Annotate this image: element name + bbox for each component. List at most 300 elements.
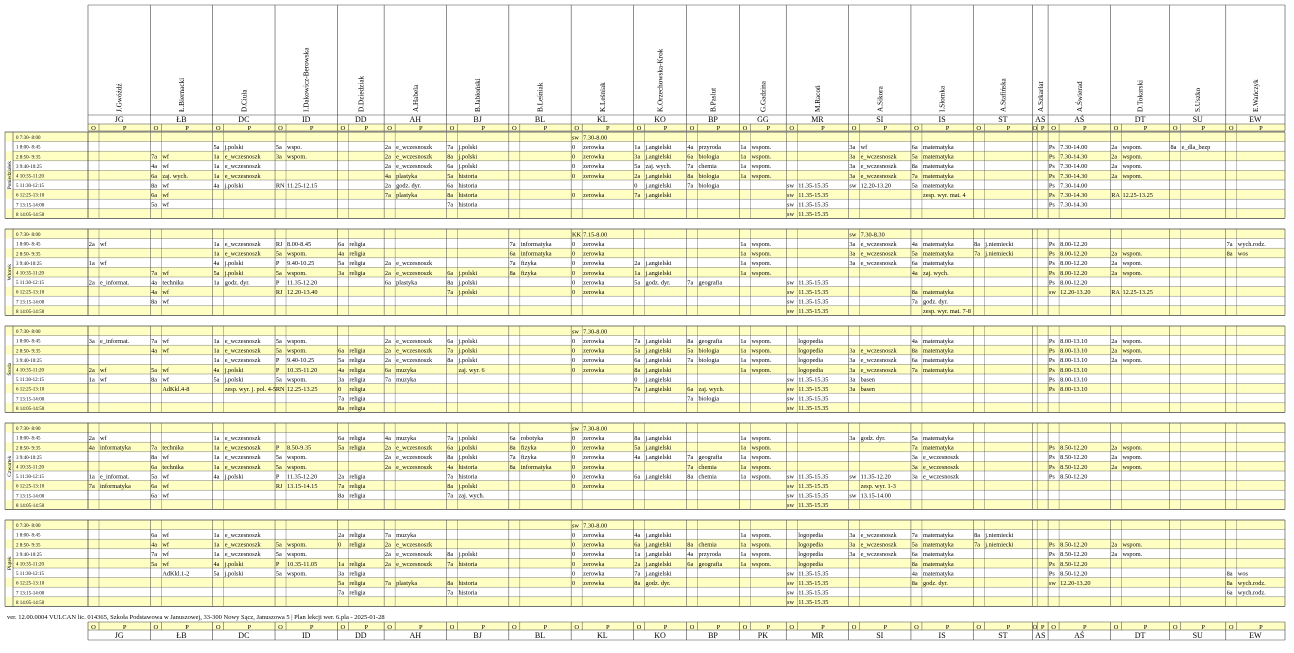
teacher-code: KO: [654, 115, 666, 125]
cell-subject: zerowka: [583, 153, 605, 161]
cell-subject: 11.35-15.35: [798, 298, 829, 306]
cell-class: 8a: [687, 338, 694, 345]
cell-class: RJ: [275, 289, 283, 296]
cell-class: 8a: [447, 483, 454, 490]
cell-subject: e_wczesnoszk: [224, 338, 261, 345]
teacher-code: ID: [301, 115, 311, 125]
cell-class: 6a: [509, 250, 516, 258]
teacher-code: KL: [597, 115, 608, 125]
cell-class: 2a: [1111, 163, 1118, 171]
cell-class: 8a: [1170, 144, 1177, 151]
cell-class: 7a: [911, 366, 918, 374]
cell-subject: wspom.: [751, 172, 772, 180]
cell-class: 6a: [338, 347, 345, 355]
cell-subject: 8.00-13.10: [1060, 386, 1088, 393]
cell-class: Ps: [1048, 357, 1055, 365]
cell-class: 2a: [1111, 541, 1118, 549]
cell-subject: 11.35-15.35: [798, 395, 829, 403]
cell-subject: e_wczesnoszk: [224, 241, 261, 248]
cell-subject: informatyka: [520, 241, 552, 248]
cell-class: sw: [787, 492, 795, 500]
column-p-label: P: [1201, 125, 1206, 132]
hour-label: 8 14:05-14:50: [16, 406, 45, 412]
teacher-code: BL: [534, 115, 546, 125]
cell-class: 3a: [911, 473, 918, 481]
cell-class: sw: [787, 298, 795, 306]
cell-class: Ps: [1048, 153, 1055, 161]
cell-class: 2a: [1111, 551, 1118, 559]
cell-subject: historia: [458, 463, 478, 471]
cell-subject: wspom.: [1122, 338, 1143, 345]
cell-subject: fizyka: [520, 444, 537, 452]
cell-class: 0: [571, 260, 576, 268]
cell-subject: j.polski: [224, 269, 244, 277]
cell-class: 7a: [384, 192, 391, 199]
teacher-name: A.Habela: [411, 84, 420, 112]
cell-class: 1a: [740, 454, 747, 462]
bottom-teacher-code: AH: [409, 631, 422, 641]
cell-class: sw: [787, 502, 795, 510]
column-p-label: P: [1259, 125, 1263, 132]
cell-class: sw: [849, 492, 857, 500]
cell-subject: historia: [458, 172, 478, 180]
cell-class: 2a: [1111, 269, 1118, 277]
cell-class: 2a: [634, 172, 641, 180]
cell-class: 1a: [213, 463, 220, 471]
cell-subject: zaj. wych.: [162, 172, 189, 180]
cell-class: 7a: [911, 172, 918, 180]
cell-subject: e_wczesnoszk: [224, 153, 261, 161]
cell-subject: 11.35-15.35: [798, 386, 829, 393]
cell-class: 7a: [384, 376, 391, 384]
cell-class: 7a: [687, 395, 694, 403]
cell-class: 8a: [687, 473, 694, 481]
cell-class: 4a: [384, 172, 391, 180]
teacher-code: IS: [938, 115, 946, 125]
hour-label: 6 12:25-13:10: [16, 387, 45, 393]
bottom-p-label: P: [821, 624, 825, 631]
cell-subject: chemia: [698, 541, 717, 549]
bottom-o-label: O: [851, 624, 857, 631]
hour-label: 1 8:00- 8:45: [16, 242, 41, 248]
cell-class: sw: [787, 211, 795, 219]
cell-class: 2a: [634, 260, 641, 268]
cell-subject: e_wczesnoszk: [860, 532, 897, 539]
cell-class: 2a: [384, 560, 391, 568]
cell-subject: matematyka: [922, 182, 954, 190]
cell-subject: 7.15-8.00: [583, 231, 608, 239]
cell-subject: zerowka: [583, 172, 605, 180]
cell-subject: wspom.: [287, 454, 307, 462]
teacher-name: K.Orzechowska-Krok: [656, 48, 665, 112]
cell-class: sw: [849, 231, 857, 239]
cell-class: 3a: [338, 570, 345, 578]
hour-label: 3 9:40-10:25: [16, 261, 42, 267]
cell-class: 2a: [384, 338, 391, 345]
cell-class: Ps: [1048, 463, 1055, 471]
cell-class: P: [275, 279, 280, 287]
cell-subject: e_wczesnoszk: [860, 153, 897, 161]
cell-subject: wspom.: [751, 144, 772, 151]
cell-subject: e_wczesnoszk: [224, 551, 261, 559]
cell-class: 2a: [1111, 172, 1118, 180]
cell-subject: fizyka: [520, 454, 537, 462]
bottom-o-label: O: [387, 624, 392, 631]
cell-subject: logopedia: [798, 347, 824, 355]
cell-subject: zesp. wyr. j. pol. 4-5: [224, 386, 277, 393]
cell-subject: wos: [1237, 250, 1248, 258]
cell-subject: j.polski: [458, 279, 478, 287]
cell-class: Ps: [1048, 338, 1055, 345]
cell-subject: j.angielski: [645, 269, 672, 277]
cell-class: 6a: [634, 541, 641, 549]
cell-class: 8a: [447, 357, 454, 365]
cell-subject: 8.50-12.20: [1060, 454, 1088, 462]
cell-class: 0: [571, 444, 576, 452]
cell-subject: religia: [349, 347, 366, 355]
hour-label: 5 11:30-12:15: [16, 475, 45, 481]
cell-class: P: [275, 366, 280, 374]
cell-subject: zerowka: [583, 192, 605, 199]
cell-class: 7a: [687, 163, 694, 171]
cell-class: 0: [571, 570, 576, 578]
bottom-o-label: O: [1113, 624, 1119, 631]
column-o-label: O: [1113, 125, 1119, 132]
cell-subject: plastyka: [396, 279, 418, 287]
cell-subject: wf: [860, 144, 868, 151]
cell-subject: 11.35-15.35: [798, 289, 829, 296]
cell-subject: 8.00-12.20: [1060, 241, 1088, 248]
cell-class: 5a: [338, 357, 345, 365]
cell-class: 4a: [687, 551, 694, 559]
cell-subject: wspom.: [751, 454, 772, 462]
cell-subject: j.angielski: [645, 192, 672, 199]
cell-class: 2a: [1111, 444, 1118, 452]
teacher-code: DT: [1134, 115, 1146, 125]
column-o-label: O: [1228, 125, 1234, 132]
bottom-p-label: P: [543, 624, 548, 631]
cell-class: 3a: [849, 144, 856, 151]
cell-class: 4a: [911, 570, 918, 578]
cell-class: Ps: [1048, 541, 1055, 549]
cell-class: 3a: [849, 357, 856, 365]
hour-row: [5, 326, 1285, 336]
cell-subject: biologia: [698, 395, 720, 403]
cell-subject: wspom.: [1122, 454, 1143, 462]
cell-class: sw: [787, 570, 795, 578]
cell-class: 6a: [338, 241, 345, 248]
cell-subject: j.polski: [458, 347, 478, 355]
hour-row: [5, 461, 1285, 471]
cell-class: 6a: [151, 492, 158, 500]
teacher-name: B.Paslut: [709, 87, 718, 112]
cell-subject: wspom.: [751, 435, 772, 442]
cell-class: 8a: [1226, 570, 1233, 578]
cell-class: 5a: [213, 144, 220, 151]
cell-subject: j.angielski: [645, 172, 672, 180]
column-o-label: O: [215, 125, 221, 132]
cell-class: 6a: [447, 338, 454, 345]
cell-subject: j.angielski: [645, 386, 672, 393]
cell-class: 8a: [911, 289, 918, 296]
cell-subject: e_wczesnoszk: [860, 366, 897, 374]
cell-subject: matematyka: [922, 250, 954, 258]
cell-subject: matematyka: [922, 172, 954, 180]
cell-class: 4a: [151, 289, 158, 296]
cell-subject: muzyka: [396, 435, 417, 442]
cell-class: 4a: [338, 366, 345, 374]
teacher-code: ŁB: [176, 115, 187, 125]
bottom-p-label: P: [716, 624, 721, 631]
hour-label: 4 10:35-11:20: [16, 174, 45, 180]
column-o-label: O: [789, 125, 795, 132]
cell-subject: wf: [162, 541, 169, 549]
cell-subject: zerowka: [583, 357, 605, 365]
hour-label: 2 8:50- 9:35: [16, 446, 41, 452]
bottom-teacher-code: PK: [757, 631, 768, 641]
cell-subject: j.angielski: [645, 454, 672, 462]
bottom-teacher-code: MR: [811, 631, 824, 641]
cell-class: Ps: [1048, 241, 1055, 248]
cell-subject: 11.35-15.35: [798, 570, 829, 578]
cell-class: 5a: [275, 376, 282, 384]
cell-subject: muzyka: [396, 532, 417, 539]
cell-subject: religia: [349, 435, 366, 442]
cell-class: 6a: [1226, 589, 1233, 597]
hour-label: 3 9:40-10:25: [16, 164, 42, 170]
cell-subject: 7.30-14.30: [1060, 172, 1088, 180]
cell-subject: 12.25-13.25: [1122, 192, 1153, 199]
bottom-p-label: P: [185, 624, 189, 631]
cell-subject: 8.00-13.10: [1060, 376, 1088, 384]
bottom-teacher-code: KL: [597, 631, 608, 641]
cell-class: 0: [571, 250, 576, 258]
cell-class: 7a: [447, 492, 454, 500]
cell-class: 6a: [687, 153, 694, 161]
cell-subject: zaj. wych.: [698, 386, 725, 393]
cell-subject: godz. dyr.: [922, 580, 948, 587]
teacher-code: GG: [757, 115, 769, 125]
cell-class: sw: [787, 580, 795, 587]
cell-subject: matematyka: [922, 338, 954, 345]
cell-subject: religia: [349, 541, 366, 549]
cell-subject: biologia: [698, 153, 720, 161]
hour-row: [5, 481, 1285, 491]
column-o-label: O: [153, 125, 159, 132]
cell-subject: matematyka: [922, 435, 954, 442]
cell-subject: wspom.: [751, 260, 772, 268]
cell-subject: wspom.: [287, 570, 307, 578]
cell-class: 7a: [447, 589, 454, 597]
cell-class: 6a: [151, 483, 158, 490]
cell-class: 6a: [151, 192, 158, 199]
cell-class: 7a: [509, 241, 516, 248]
hour-label: 8 14:05-14:50: [16, 503, 45, 509]
cell-subject: matematyka: [922, 366, 954, 374]
day-label: Piątek: [7, 556, 13, 571]
cell-subject: geografia: [698, 338, 723, 345]
cell-class: Ps: [1048, 279, 1055, 287]
cell-class: 1a: [740, 338, 747, 345]
cell-subject: j.polski: [458, 454, 478, 462]
hour-label: 6 12:25-13:10: [16, 193, 45, 199]
cell-class: 3a: [849, 347, 856, 355]
cell-subject: wspom.: [287, 153, 307, 161]
cell-subject: 13.15-14.15: [287, 483, 318, 490]
cell-subject: religia: [349, 473, 366, 481]
column-p-label: P: [821, 125, 825, 132]
cell-class: 1a: [338, 560, 345, 568]
cell-subject: 12.25-13.25: [1122, 289, 1153, 296]
day-label: Wtorek: [7, 263, 13, 281]
cell-class: sw: [787, 405, 795, 413]
cell-class: 0: [571, 463, 576, 471]
hour-row: [5, 393, 1285, 403]
cell-subject: j.polski: [458, 551, 478, 559]
bottom-p-label: P: [364, 624, 369, 631]
cell-subject: robotyka: [520, 435, 544, 442]
cell-subject: 8.50-12.20: [1060, 570, 1088, 578]
cell-class: 4a: [338, 250, 345, 258]
cell-class: 3a: [849, 541, 856, 549]
cell-class: 7a: [687, 454, 694, 462]
cell-class: 6a: [447, 444, 454, 452]
cell-subject: matematyka: [922, 163, 954, 171]
cell-subject: zerowka: [583, 260, 605, 268]
bottom-p-label: P: [945, 624, 950, 631]
cell-subject: j.angielski: [645, 541, 672, 549]
cell-class: sw: [787, 192, 795, 199]
cell-subject: 8.00-8.45: [287, 241, 312, 248]
cell-class: 8a: [1226, 580, 1233, 587]
cell-class: 2a: [384, 153, 391, 161]
hour-row: [5, 239, 1285, 249]
cell-subject: 11.35-15.35: [798, 182, 829, 190]
column-p-label: P: [309, 125, 314, 132]
cell-class: 2a: [1111, 338, 1118, 345]
cell-class: 7a: [509, 260, 516, 268]
cell-subject: godz. dyr.: [396, 182, 422, 190]
day-label: Czwartek: [7, 455, 13, 477]
cell-class: 7a: [447, 144, 454, 151]
bottom-o-label: O: [789, 624, 795, 631]
cell-class: 8a: [634, 435, 641, 442]
cell-subject: wspom.: [751, 250, 772, 258]
cell-subject: wf: [162, 201, 169, 209]
teacher-name: I.Dakowicz-Berowska: [302, 47, 311, 112]
cell-class: P: [275, 473, 280, 481]
cell-class: 1a: [740, 260, 747, 268]
cell-subject: 7.30-14.30: [1060, 192, 1088, 199]
cell-subject: informatyka: [100, 444, 131, 452]
cell-class: 5a: [275, 551, 282, 559]
cell-subject: wf: [162, 153, 169, 161]
cell-subject: matematyka: [922, 260, 954, 268]
cell-subject: j.angielski: [645, 260, 672, 268]
teacher-code: EW: [1249, 115, 1262, 125]
cell-class: 4a: [384, 435, 391, 442]
cell-class: sw: [787, 386, 795, 393]
cell-subject: wspom.: [751, 338, 772, 345]
cell-class: 7a: [911, 532, 918, 539]
cell-subject: 7.30-8.00: [583, 134, 608, 142]
cell-subject: j.angielski: [645, 560, 672, 568]
cell-class: 8a: [151, 182, 158, 190]
cell-class: 5a: [447, 172, 454, 180]
cell-subject: wspo.: [287, 144, 302, 151]
cell-class: 6a: [509, 435, 516, 442]
cell-subject: e_wczesnoszk: [224, 444, 261, 452]
hour-row: [5, 296, 1285, 306]
day-label: Środa: [7, 362, 13, 376]
cell-class: 1a: [213, 357, 220, 365]
cell-subject: j.niemiecki: [985, 250, 1014, 258]
cell-class: 1a: [740, 153, 747, 161]
cell-subject: wspom.: [1122, 163, 1143, 171]
cell-class: 0: [571, 269, 576, 277]
cell-subject: wf: [162, 551, 169, 559]
cell-class: 1a: [740, 144, 747, 151]
cell-subject: basen: [860, 376, 875, 384]
bottom-teacher-code: SU: [1192, 631, 1203, 641]
cell-subject: j.polski: [458, 289, 478, 296]
cell-class: RN: [275, 386, 285, 393]
teacher-code: SI: [876, 115, 884, 125]
cell-class: 8a: [509, 444, 516, 452]
cell-subject: j.polski: [458, 269, 478, 277]
cell-subject: e_wczesnoszk: [224, 532, 261, 539]
hour-label: 4 10:35-11:20: [16, 465, 45, 471]
column-p-label: P: [1040, 125, 1045, 132]
cell-class: Ps: [1048, 347, 1055, 355]
cell-class: 8a: [634, 580, 641, 587]
cell-class: 8a: [911, 163, 918, 171]
cell-subject: wspom.: [287, 551, 307, 559]
cell-class: 2a: [1111, 153, 1118, 161]
cell-class: 7a: [151, 444, 158, 452]
cell-class: RJ: [275, 483, 283, 490]
cell-class: 6a: [384, 366, 391, 374]
cell-subject: muzyka: [396, 366, 417, 374]
hour-label: 6 12:25-13:10: [16, 581, 45, 587]
cell-class: 8a: [447, 551, 454, 559]
cell-subject: zerowka: [583, 338, 605, 345]
cell-subject: wspom.: [1122, 269, 1143, 277]
cell-class: Ps: [1048, 551, 1055, 559]
column-o-label: O: [1172, 125, 1178, 132]
cell-class: 1a: [740, 269, 747, 277]
cell-subject: 12.20-13.20: [860, 182, 892, 190]
cell-subject: e_wczesnoszk: [396, 541, 433, 549]
cell-subject: e_wczesnoszk: [860, 541, 897, 549]
cell-subject: wspom.: [287, 250, 307, 258]
cell-class: Ps: [1048, 454, 1055, 462]
cell-subject: zerowka: [583, 570, 605, 578]
cell-subject: wf: [100, 376, 107, 384]
cell-class: 4a: [151, 347, 158, 355]
cell-class: 8a: [151, 376, 158, 384]
bottom-p-label: P: [1006, 624, 1011, 631]
hour-label: 1 8:00- 8:45: [16, 436, 41, 442]
hour-label: 3 9:40-10:25: [16, 552, 42, 558]
bottom-o-label: O: [340, 624, 346, 631]
cell-subject: e_wczesnoszk: [396, 551, 433, 559]
cell-subject: 8.50-9.35: [287, 444, 312, 452]
hour-label: 5 11:30-12:15: [16, 281, 45, 287]
cell-subject: 9.40-10.25: [287, 260, 315, 268]
cell-subject: zaj. wych.: [458, 492, 485, 500]
cell-subject: zerowka: [583, 435, 605, 442]
